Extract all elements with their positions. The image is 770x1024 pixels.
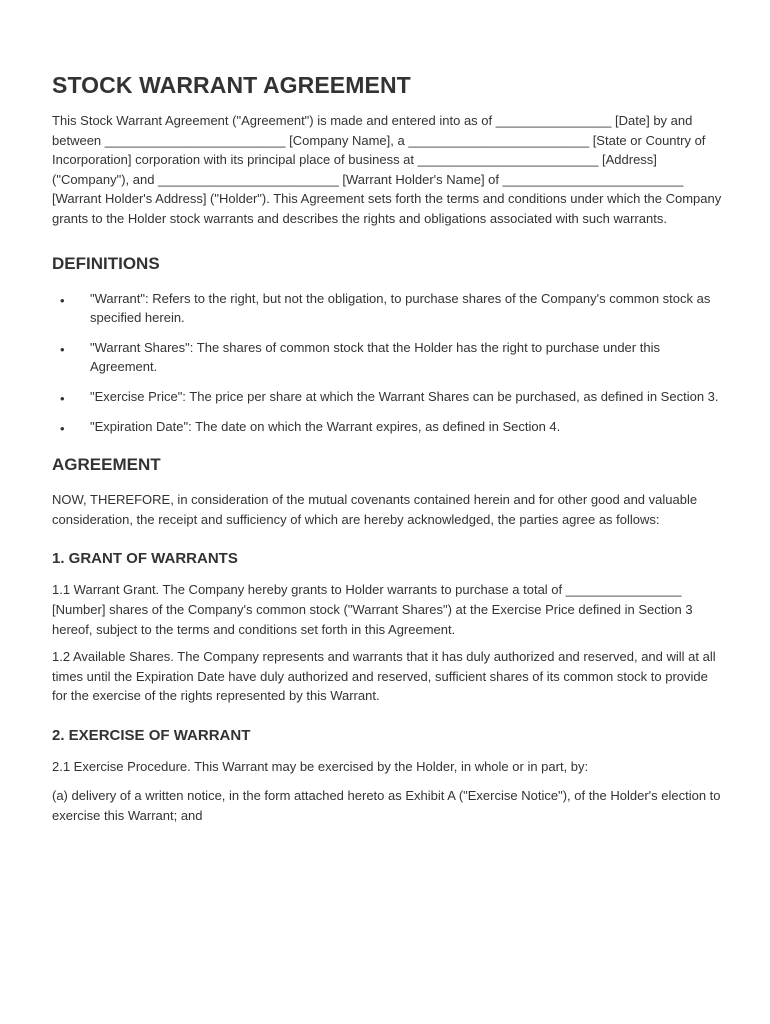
agreement-paragraph: NOW, THEREFORE, in consideration of the mutual covenants contained herein and for other good and valuable consideration, the receipt and sufficiency of which are hereby acknowledged, the parties agree as follows: (52, 492, 698, 527)
section-2-heading: 2. EXERCISE OF WARRANT (52, 726, 251, 744)
definition-item (52, 387, 722, 407)
definition-text: "Exercise Price": The price per share at which the Warrant Shares can be purchased, as defined in Section 3. (90, 388, 719, 404)
definitions-list (52, 289, 722, 437)
section-1-heading: 1. GRANT OF WARRANTS (52, 550, 238, 568)
definition-text: "Expiration Date": The date on which the Warrant expires, as defined in Section 4. (90, 418, 561, 434)
bullet-icon: • (60, 341, 65, 357)
definition-text: "Warrant": Refers to the right, but not the obligation, to purchase shares of the Company's common stock as specified herein. (90, 290, 711, 326)
section-2-a-paragraph: (a) delivery of a written notice, in the form attached hereto as Exhibit A ("Exercise Notice"), of the Holder's election to exercise this Warrant; and (52, 788, 721, 824)
bullet-icon: • (60, 390, 65, 406)
definition-text: "Warrant Shares": The shares of common stock that the Holder has the right to purchase under this Agreement. (90, 339, 660, 375)
intro-paragraph: This Stock Warrant Agreement ("Agreement") is made and entered into as of ________________ [Date] by and between _________________________ [Company Name], a _________________________ [State or Country of Incorporation] corporation with its principal place of business at _________________________ [Address] ("Company"), and _________________________ [Warrant Holder's Name] of _________________________ [Warrant Holder's Address] ("Holder"). This Agreement sets forth the terms and conditions under which the Company grants to the Holder stock warrants and describes the rights and obligations associated with such warrants. (52, 113, 722, 226)
definition-item (52, 289, 722, 328)
agreement-heading: AGREEMENT (52, 455, 161, 475)
bullet-icon: • (60, 292, 65, 308)
document-title: STOCK WARRANT AGREEMENT (52, 72, 411, 98)
definitions-heading: DEFINITIONS (52, 253, 160, 273)
definition-item (52, 338, 722, 377)
section-1-2-paragraph: 1.2 Available Shares. The Company represents and warrants that it has duly authorized and reserved, and will at all times until the Expiration Date have duly authorized and reserved, sufficient shares of its common stock to provide for the exercise of the rights represented by this Warrant. (52, 649, 716, 704)
document-page (52, 70, 722, 826)
section-2-1-paragraph: 2.1 Exercise Procedure. This Warrant may be exercised by the Holder, in whole or in part, by: (52, 758, 589, 774)
definition-item (52, 417, 722, 437)
section-1-1-paragraph: 1.1 Warrant Grant. The Company hereby grants to Holder warrants to purchase a total of ________________ [Number] shares of the Company's common stock ("Warrant Shares") at the Exercise Price defined in Section 3 hereof, subject to the terms and conditions set forth in this Agreement. (52, 582, 693, 637)
bullet-icon: • (60, 420, 65, 436)
